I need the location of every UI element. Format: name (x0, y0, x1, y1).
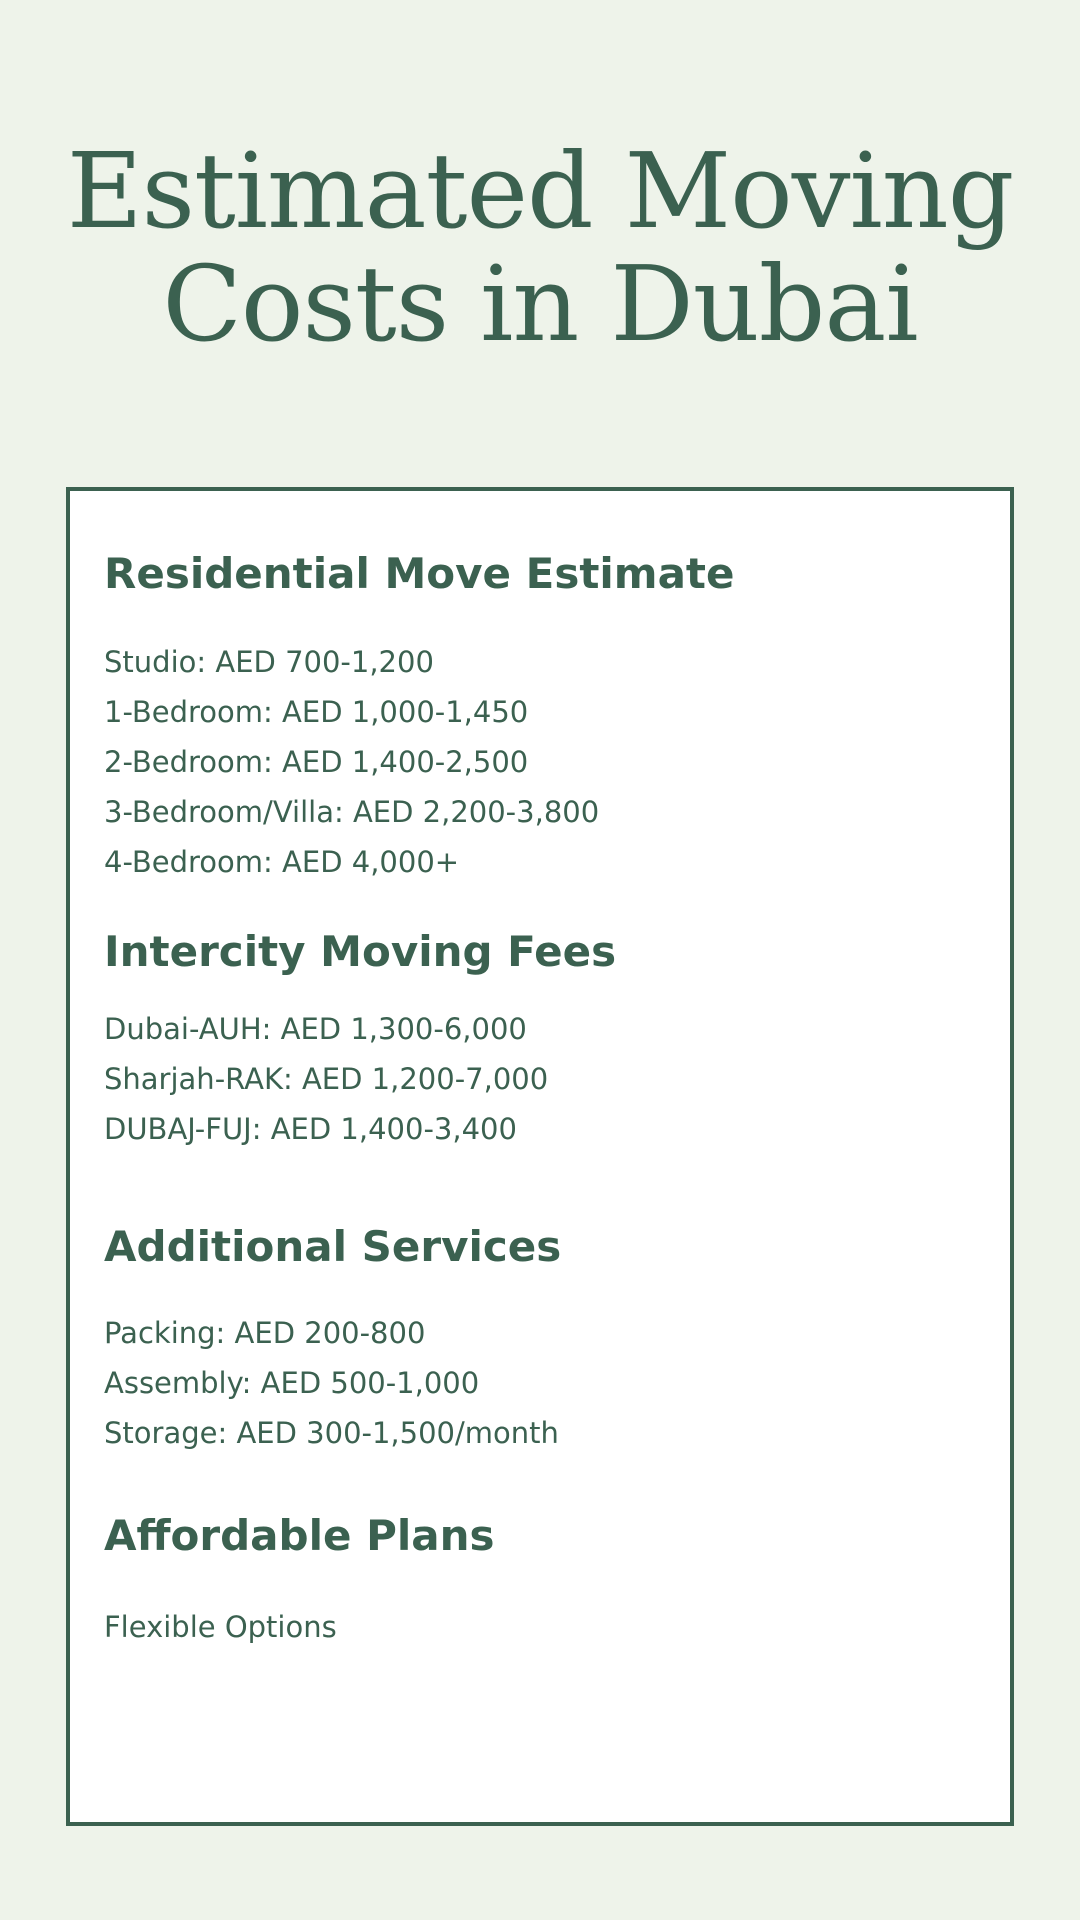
list-item: Packing: AED 200-800 (104, 1316, 426, 1350)
list-item: Sharjah-RAK: AED 1,200-7,000 (104, 1062, 549, 1096)
list-item: 3-Bedroom/Villa: AED 2,200-3,800 (104, 795, 600, 829)
affordable-plans-heading: Affordable Plans (104, 1511, 495, 1560)
list-item: DUBAJ-FUJ: AED 1,400-3,400 (104, 1112, 517, 1146)
page-title (0, 130, 1080, 365)
residential-heading: Residential Move Estimate (104, 549, 735, 598)
list-item: Studio: AED 700-1,200 (104, 645, 434, 679)
list-item: 4-Bedroom: AED 4,000+ (104, 845, 460, 879)
additional-services-heading: Additional Services (104, 1222, 562, 1271)
list-item: Storage: AED 300-1,500/month (104, 1416, 559, 1450)
list-item: Assembly: AED 500-1,000 (104, 1366, 480, 1400)
page-title-line-1: Estimated Moving (66, 130, 1014, 252)
list-item: Flexible Options (104, 1610, 337, 1644)
page-title-line-2: Costs in Dubai (162, 243, 918, 365)
intercity-heading: Intercity Moving Fees (104, 927, 617, 976)
list-item: Dubai-AUH: AED 1,300-6,000 (104, 1012, 527, 1046)
list-item: 2-Bedroom: AED 1,400-2,500 (104, 745, 529, 779)
residential-list (104, 637, 599, 887)
affordable-plans-list (104, 1602, 337, 1652)
intercity-list (104, 1004, 548, 1154)
additional-services-list (104, 1308, 559, 1458)
list-item: 1-Bedroom: AED 1,000-1,450 (104, 695, 529, 729)
